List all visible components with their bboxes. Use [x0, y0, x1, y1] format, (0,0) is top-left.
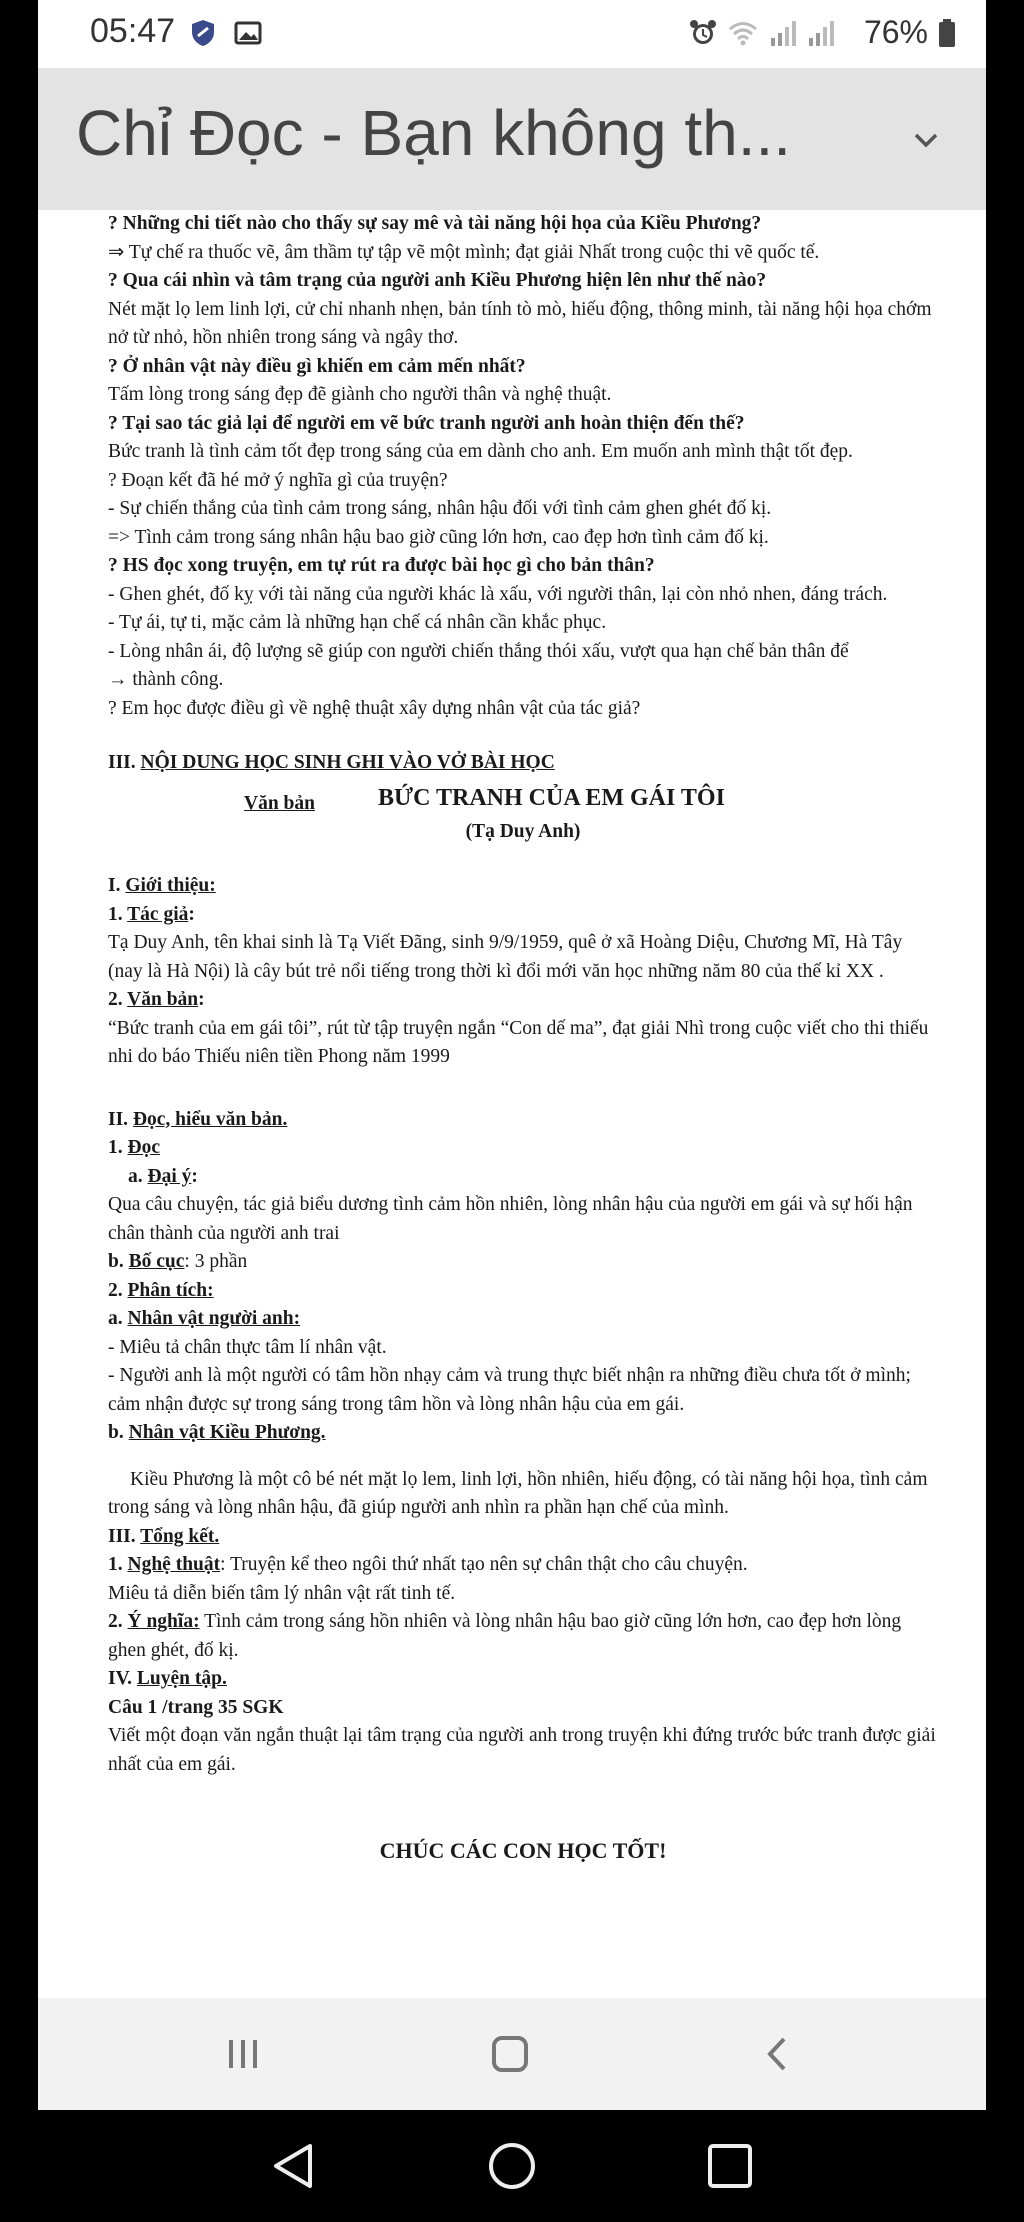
subheading: 2. Văn bản: — [108, 989, 205, 1010]
signal-icon — [768, 18, 798, 48]
text-title: BỨC TRANH CỦA EM GÁI TÔI — [378, 784, 725, 811]
battery-percent: 76% — [863, 14, 928, 50]
answer-line: Tấm lòng trong sáng đẹp đẽ giành cho người thân và nghệ thuật. — [108, 384, 612, 405]
answer-line: - Ghen ghét, đố kỵ với tài năng của người khác là xấu, với người thân, lại còn nhỏ nhen, đáng trách. — [108, 583, 888, 605]
overview-square-icon[interactable] — [706, 2142, 754, 2190]
author-subtitle: (Tạ Duy Anh) — [465, 820, 581, 842]
image-icon — [233, 18, 263, 48]
subheading: 2. Ý nghĩa: Tình cảm trong sáng hồn nhiên và lòng nhân hậu bao giờ cũng lớn hơn, cao đẹp hơn lòng ghen ghét, đố kị. — [108, 1611, 902, 1661]
section-heading: I. Giới thiệu: — [108, 875, 216, 896]
signal-icon — [806, 18, 836, 48]
section-heading: IV. Luyện tập. — [108, 1668, 227, 1689]
home-circle-icon[interactable] — [486, 2140, 538, 2192]
status-bar — [38, 0, 986, 68]
text-label: Văn bản — [244, 792, 315, 814]
answer-line: Bức tranh là tình cảm tốt đẹp trong sáng của em dành cho anh. Em muốn anh mình thật tốt đẹp. — [108, 441, 853, 462]
text-title-row — [108, 784, 938, 818]
subheading: a. Đại ý: — [128, 1165, 198, 1187]
back-triangle-icon[interactable] — [268, 2140, 318, 2192]
paragraph: Tạ Duy Anh, tên khai sinh là Tạ Viết Đãng, sinh 9/9/1959, quê ở xã Hoàng Diệu, Chương Mĩ, Hà Tây (nay là Hà Nội) là cây bút trẻ nổi tiếng trong thời kì đổi mới văn học những năm 80 của thế kỉ XX . — [108, 932, 903, 982]
answer-line: - Sự chiến thắng của tình cảm trong sáng, nhân hậu đối với tình cảm ghen ghét đố kị. — [108, 498, 772, 519]
subheading: a. Nhân vật người anh: — [108, 1308, 301, 1329]
alarm-icon — [688, 18, 718, 48]
paragraph: Qua câu chuyện, tác giả biểu dương tình cảm hồn nhiên, lòng nhân hậu của người em gái và sự hối hận chân thành của người anh trai — [108, 1194, 913, 1244]
status-time: 05:47 — [90, 12, 176, 50]
wifi-icon — [728, 18, 758, 48]
question-line: ? Ở nhân vật này điều gì khiến em cảm mến nhất? — [108, 355, 526, 377]
section-heading: III. Tổng kết. — [108, 1525, 220, 1547]
paragraph: Kiều Phương là một cô bé nét mặt lọ lem, linh lợi, hồn nhiên, hiếu động, có tài năng hội họa, tình cảm trong sáng và lòng nhân hậu, đã giúp người anh nhìn ra phần hạn chế của mình. — [108, 1468, 928, 1518]
answer-line: Nét mặt lọ lem linh lợi, cử chỉ nhanh nhẹn, bản tính tò mò, hiếu động, thông minh, tài năng hội họa chớm nở từ nhỏ, hồn nhiên trong sáng và ngây thơ. — [108, 298, 932, 348]
subheading: 1. Tác giả: — [108, 903, 195, 925]
chevron-down-icon[interactable] — [906, 120, 946, 160]
question-line: ? Đoạn kết đã hé mở ý nghĩa gì của truyện? — [108, 469, 448, 491]
phone-screen — [38, 0, 986, 2110]
paragraph: Viết một đoạn văn ngắn thuật lại tâm trạng của người anh trong truyện khi đứng trước bức tranh được giải nhất của em gái. — [108, 1725, 936, 1775]
shield-icon — [188, 18, 218, 48]
subheading: b. Nhân vật Kiều Phương. — [108, 1422, 326, 1443]
answer-line: → thành công. — [108, 669, 224, 690]
back-icon[interactable] — [758, 2034, 798, 2074]
question-line: ? Em học được điều gì về nghệ thuật xây dựng nhân vật của tác giả? — [108, 697, 641, 719]
answer-line: => Tình cảm trong sáng nhân hậu bao giờ cũng lớn hơn, cao đẹp hơn tình cảm đố kị. — [108, 526, 769, 548]
page-title: Chỉ Đọc - Bạn không th... — [76, 97, 792, 169]
section-heading: III. NỘI DUNG HỌC SINH GHI VÀO VỞ BÀI HỌC — [108, 752, 555, 773]
recent-apps-icon[interactable] — [223, 2034, 263, 2074]
document-page — [108, 210, 938, 2000]
battery-icon — [938, 18, 956, 48]
home-icon[interactable] — [488, 2034, 532, 2074]
closing-text: CHÚC CÁC CON HỌC TỐT! — [379, 1838, 667, 1863]
subheading: b. Bố cục: 3 phần — [108, 1251, 248, 1272]
answer-line: - Lòng nhân ái, độ lượng sẽ giúp con người chiến thắng thói xấu, vượt qua hạn chế bản thân để — [108, 640, 849, 662]
paragraph: - Người anh là một người có tâm hồn nhạy cảm và trung thực biết nhận ra những điều chưa tốt ở mình; cảm nhận được sự trong sáng trong tâm hồn và lòng nhân hậu của em gái. — [108, 1365, 911, 1415]
subheading: 2. Phân tích: — [108, 1279, 214, 1301]
subheading: 1. Đọc — [108, 1137, 160, 1158]
app-navigation-bar — [38, 1998, 986, 2110]
question-line: ? Qua cái nhìn và tâm trạng của người anh Kiều Phương hiện lên như thế nào? — [108, 270, 767, 291]
question-line: ? Tại sao tác giả lại để người em vẽ bức tranh người anh hoàn thiện đến thế? — [108, 412, 745, 434]
paragraph: “Bức tranh của em gái tôi”, rút từ tập truyện ngắn “Con dế ma”, đạt giải Nhì trong cuộc viết cho thi thiếu nhi do báo Thiếu niên tiền Phong năm 1999 — [108, 1017, 929, 1067]
question-line: ? HS đọc xong truyện, em tự rút ra được bài học gì cho bản thân? — [108, 555, 655, 576]
subheading: 1. Nghệ thuật: Truyện kể theo ngôi thứ nhất tạo nên sự chân thật cho câu chuyện. — [108, 1554, 748, 1575]
paragraph: - Miêu tả chân thực tâm lí nhân vật. — [108, 1336, 387, 1358]
exercise-heading: Câu 1 /trang 35 SGK — [108, 1696, 284, 1718]
answer-line: ⇒ Tự chế ra thuốc vẽ, âm thầm tự tập vẽ một mình; đạt giải Nhất trong cuộc thi vẽ quốc tế. — [108, 241, 820, 263]
paragraph: Miêu tả diễn biến tâm lý nhân vật rất tinh tế. — [108, 1582, 456, 1604]
app-bar — [38, 68, 986, 210]
section-heading: II. Đọc, hiểu văn bản. — [108, 1108, 288, 1130]
answer-line: - Tự ái, tự ti, mặc cảm là những hạn chế cá nhân cần khắc phục. — [108, 612, 607, 633]
system-navigation-bar — [0, 2110, 1024, 2222]
question-line: ? Những chi tiết nào cho thấy sự say mê và tài năng hội họa của Kiều Phương? — [108, 213, 762, 234]
